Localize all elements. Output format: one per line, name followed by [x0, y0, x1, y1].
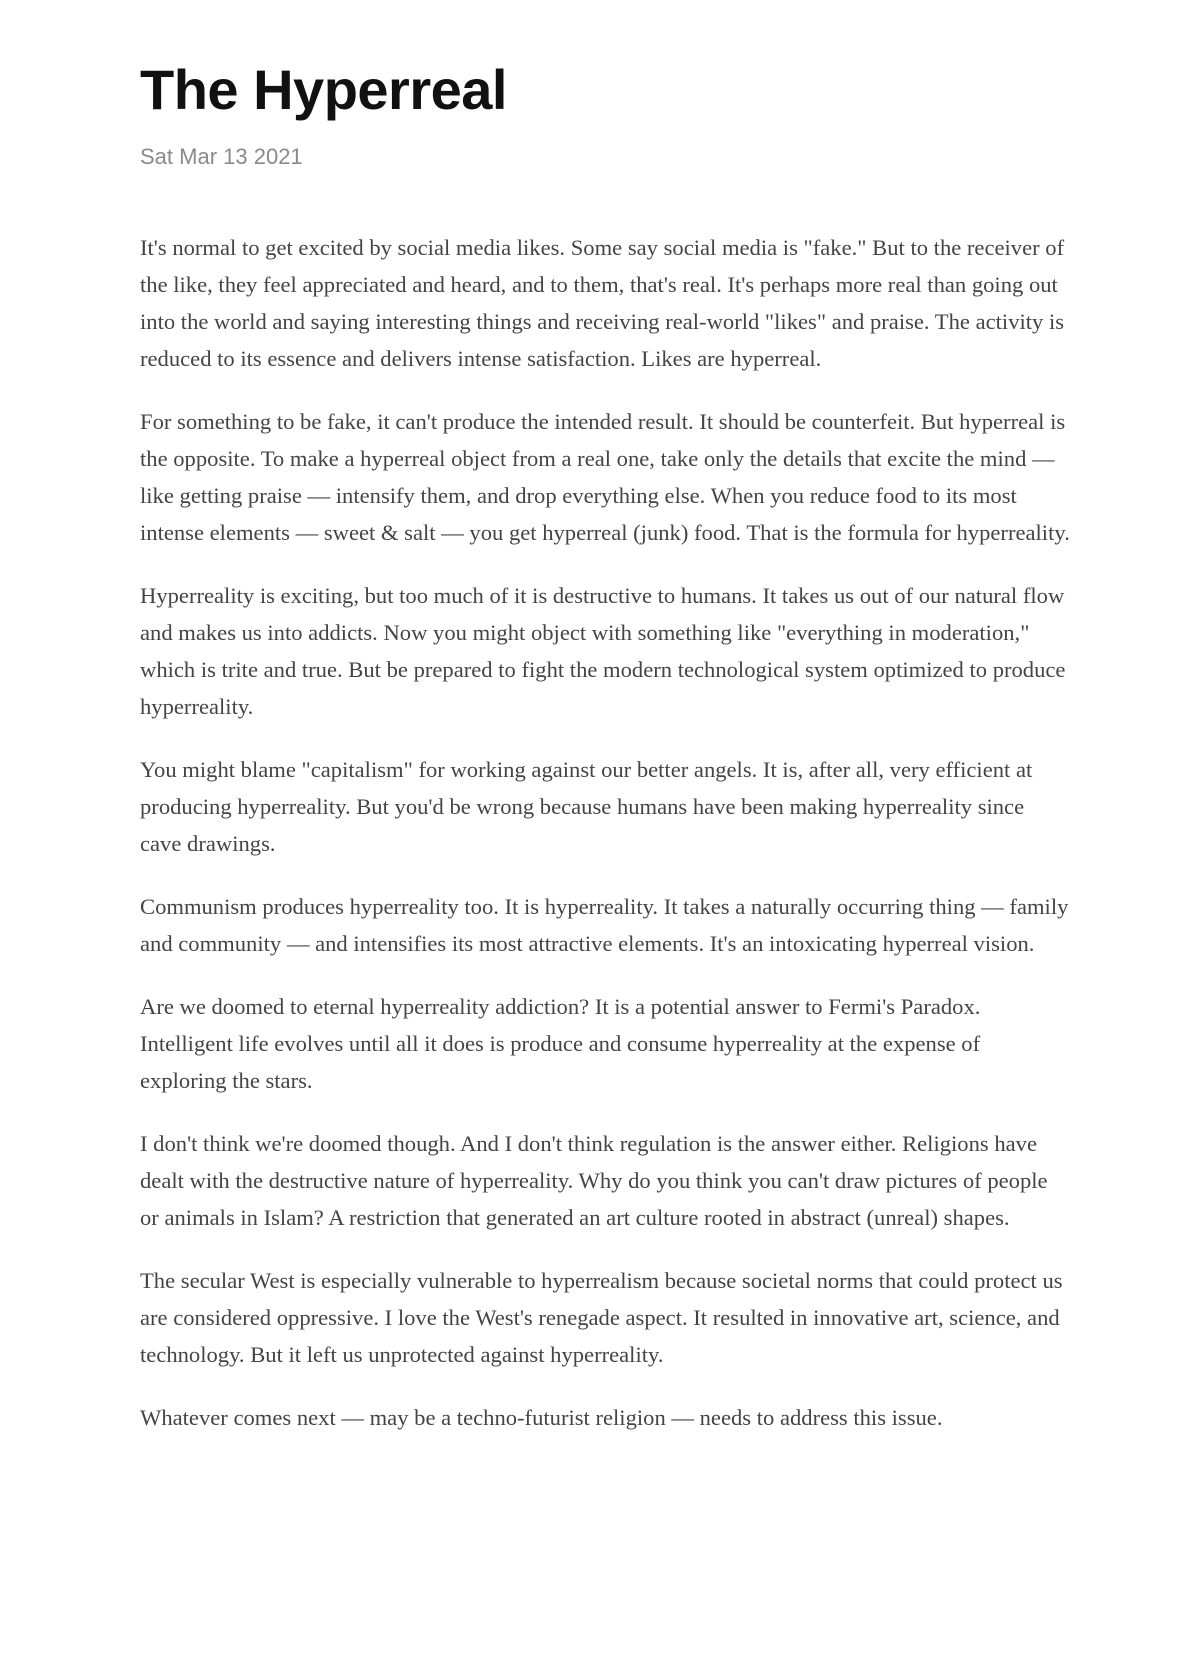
paragraph: Communism produces hyperreality too. It is hyperreality. It takes a naturally occurring thing — family and community — and intensifies its most attractive elements. It's an intoxicating hyperreal vision.	[140, 893, 1069, 956]
paragraph: The secular West is especially vulnerable to hyperrealism because societal norms that could protect us are considered oppressive. I love the West's renegade aspect. It resulted in innovative art, science, and technology. But it left us unprotected against hyperreality.	[140, 1267, 1063, 1367]
paragraph: I don't think we're doomed though. And I don't think regulation is the answer either. Religions have dealt with the destructive nature of hyperreality. Why do you think you can't draw pictures of people or animals in Islam? A restriction that generated an art culture rooted in abstract (unreal) shapes.	[140, 1130, 1048, 1230]
blog-post	[140, 58, 1070, 1462]
paragraph: For something to be fake, it can't produce the intended result. It should be counterfeit. But hyperreal is the opposite. To make a hyperreal object from a real one, take only the details that excite the mind — like getting praise — intensify them, and drop everything else. When you reduce food to its most intense elements — sweet & salt — you get hyperreal (junk) food. That is the formula for hyperreality.	[140, 408, 1070, 545]
post-date: Sat Mar 13 2021	[140, 144, 303, 170]
paragraph: It's normal to get excited by social media likes. Some say social media is "fake." But to the receiver of the like, they feel appreciated and heard, and to them, that's real. It's perhaps more real than going out into the world and saying interesting things and receiving real-world "likes" and praise. The activity is reduced to its essence and delivers intense satisfaction. Likes are hyperreal.	[140, 234, 1065, 371]
post-body	[140, 229, 1070, 1436]
post-title: The Hyperreal	[140, 58, 507, 121]
paragraph: Whatever comes next — may be a techno-futurist religion — needs to address this issue.	[140, 1404, 943, 1430]
paragraph: Are we doomed to eternal hyperreality addiction? It is a potential answer to Fermi's Paradox. Intelligent life evolves until all it does is produce and consume hyperreality at the expense of exploring the stars.	[140, 993, 981, 1093]
paragraph: You might blame "capitalism" for working against our better angels. It is, after all, very efficient at producing hyperreality. But you'd be wrong because humans have been making hyperreality since cave drawings.	[140, 756, 1033, 856]
paragraph: Hyperreality is exciting, but too much of it is destructive to humans. It takes us out of our natural flow and makes us into addicts. Now you might object with something like "everything in moderation," which is trite and true. But be prepared to fight the modern technological system optimized to produce hyperreality.	[140, 582, 1066, 719]
